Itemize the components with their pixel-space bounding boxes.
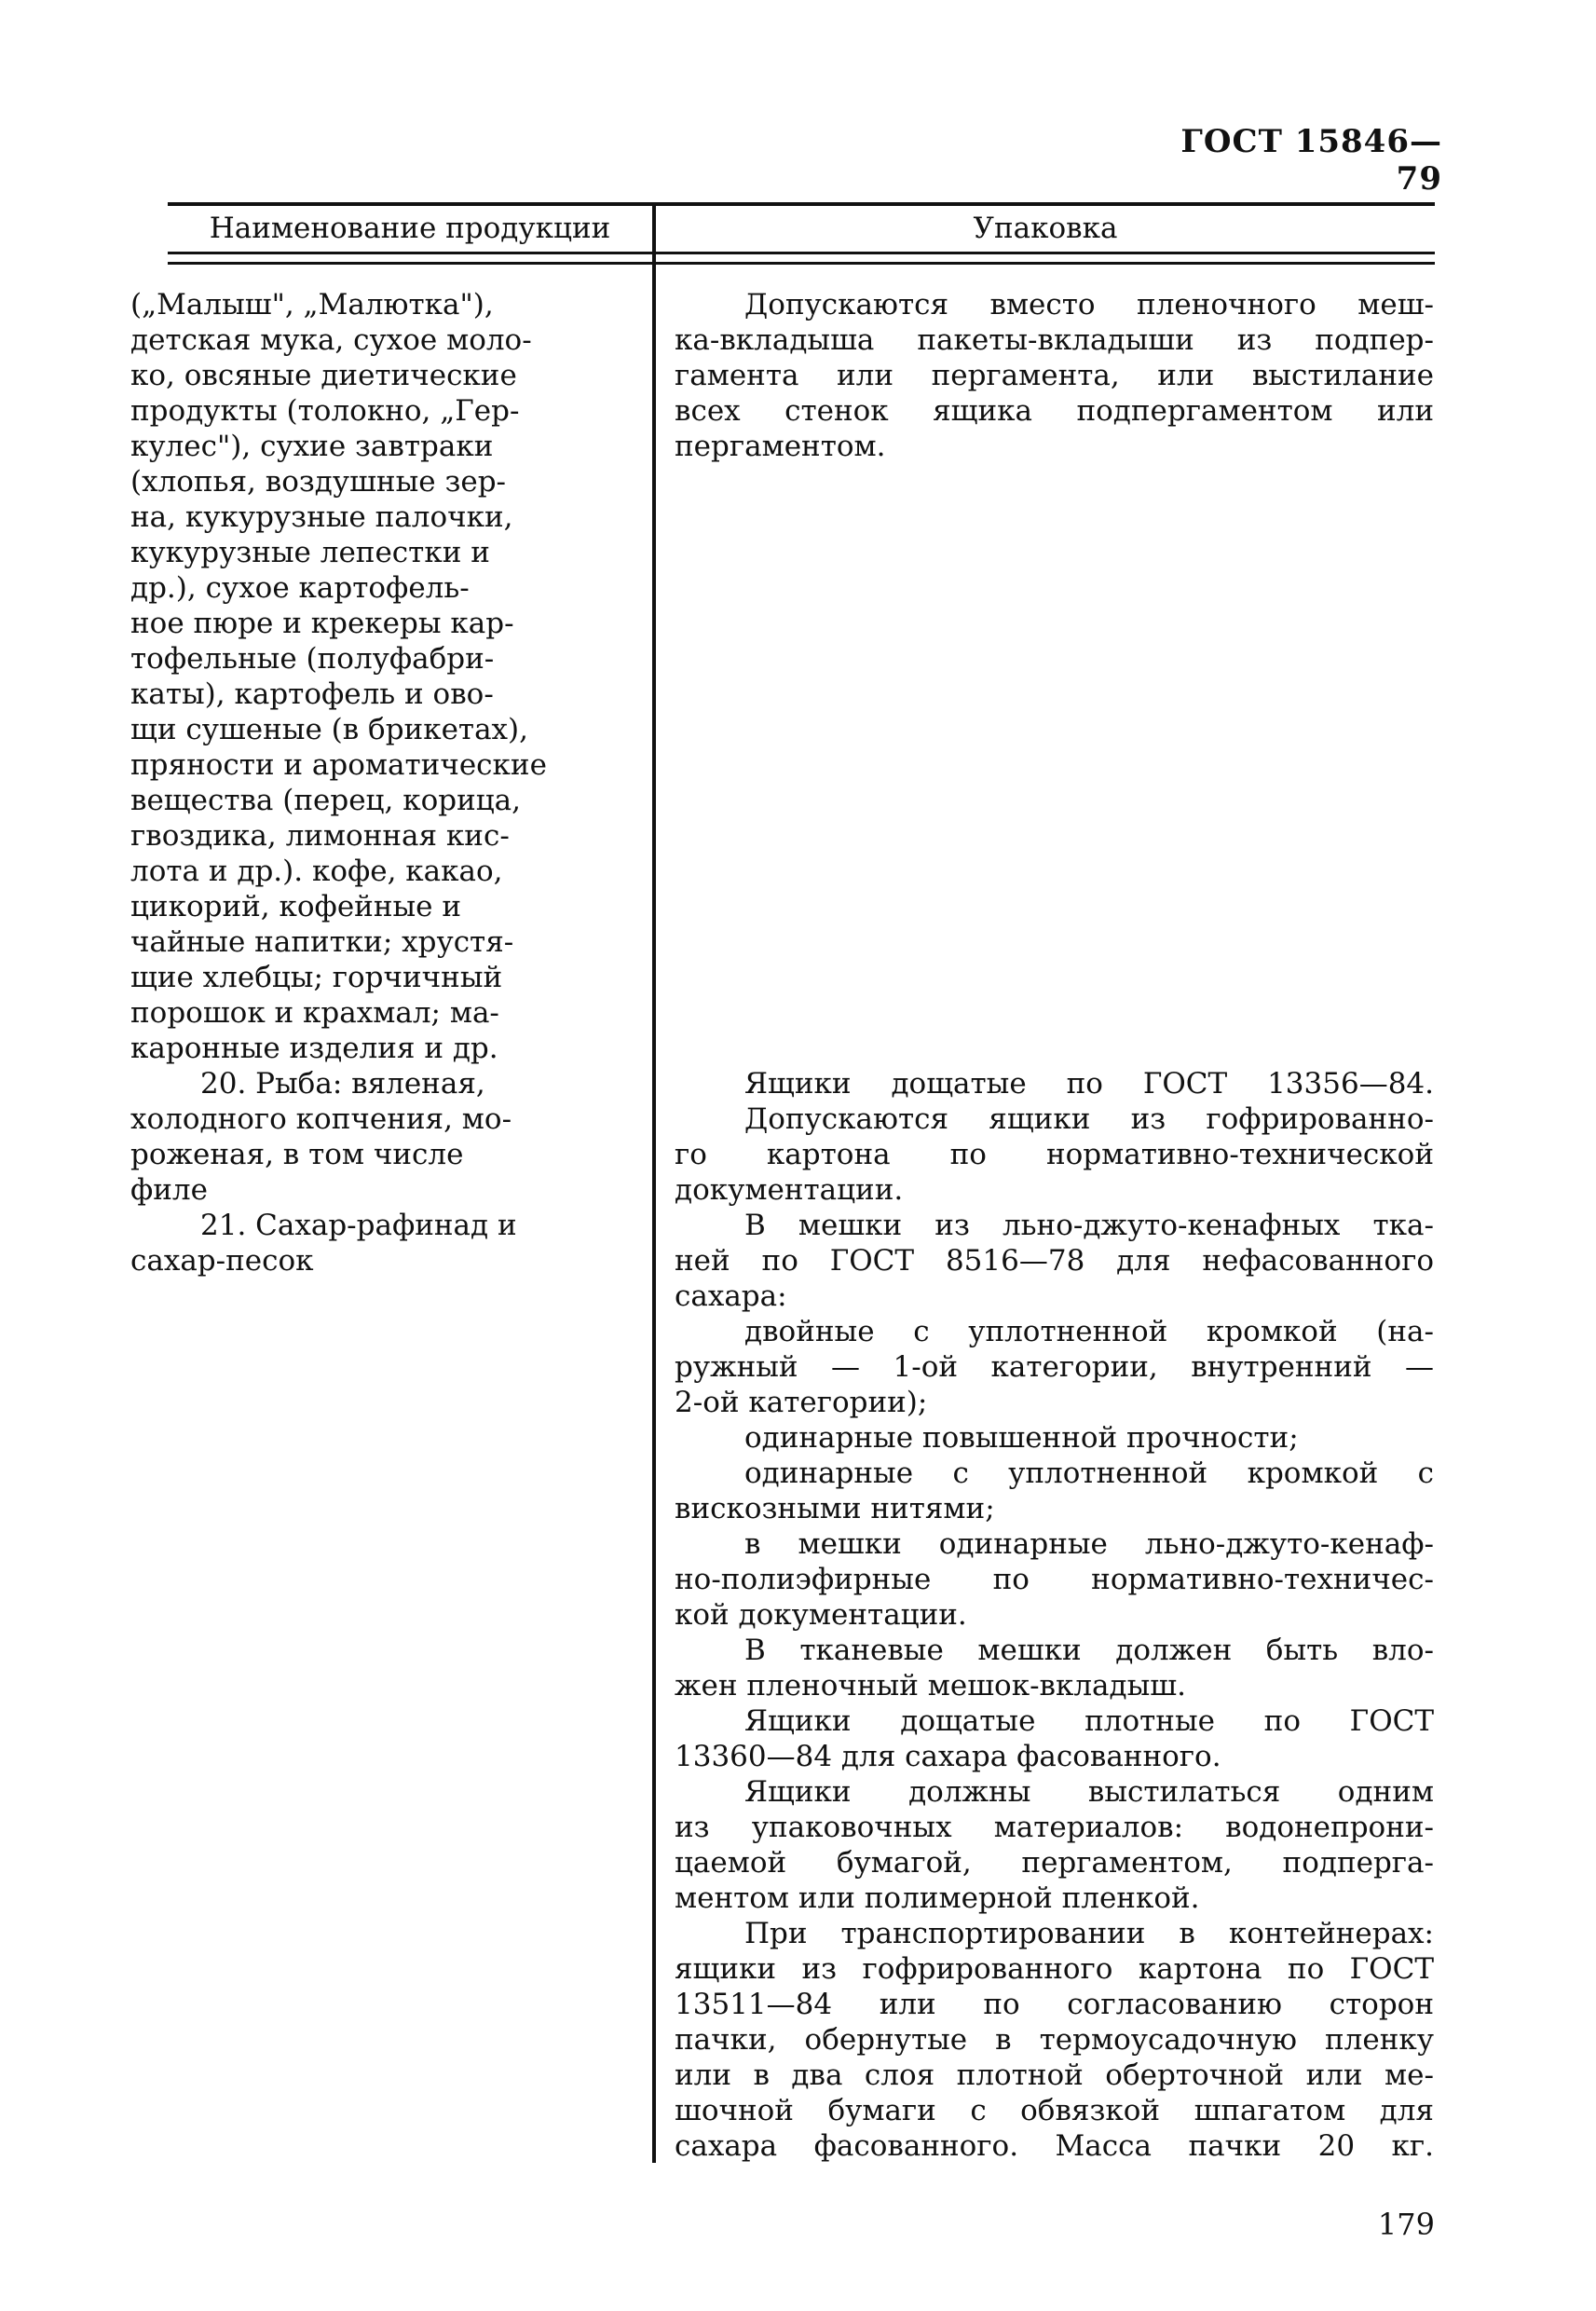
table-top-rule [168,202,1435,206]
text-line: Ящики дощатые по ГОСТ 13356—84. [744,1067,1434,1101]
page-number: 179 [1377,2207,1435,2242]
text-line: ней по ГОСТ 8516—78 для нефасованного [675,1244,1434,1278]
packaging-text-top [675,287,1434,464]
text-line: щи сушеные (в брикетах), [130,713,528,746]
text-line: гвоздика, лимонная кис- [130,819,510,853]
table-header-rule-2 [168,262,1435,265]
text-line: пряности и ароматические [130,748,547,782]
text-line: ружный — 1-ой категории, внутренний — [675,1350,1434,1384]
text-line: порошок и крахмал; ма- [130,996,499,1030]
document-code-header: ГОСТ 15846—79 [1180,123,1442,198]
text-line: гамента или пергамента, или выстилание [675,359,1434,392]
text-line: 13511—84 или по согласованию сторон [675,1988,1434,2021]
text-line: документации. [675,1173,904,1207]
text-line: роженая, в том числе [130,1138,464,1171]
text-line: из упаковочных материалов: водонепрони- [675,1811,1434,1844]
text-line: продукты (толокно, „Гер- [130,394,520,428]
text-line: 13360—84 для сахара фасованного. [675,1740,1221,1773]
text-line: тофельные (полуфабри- [130,642,495,676]
text-line: всех стенок ящика подпергаментом или [675,394,1434,428]
text-line: При транспортировании в контейнерах: [744,1917,1434,1950]
text-line: каты), картофель и ово- [130,677,494,711]
text-line: сахара: [675,1279,787,1313]
text-line: двойные с уплотненной кромкой (на- [744,1315,1434,1348]
text-line: ящики из гофрированного картона по ГОСТ [675,1952,1434,1986]
text-line: В тканевые мешки должен быть вло- [744,1634,1434,1667]
text-line: лота и др.). кофе, какао, [130,855,503,888]
text-line: чайные напитки; хрустя- [130,925,514,959]
text-line: др.), сухое картофель- [130,571,470,605]
text-line: в мешки одинарные льно-джуто-кенаф- [744,1527,1434,1561]
text-line: (хлопья, воздушные зер- [130,465,507,499]
text-line: („Малыш", „Малютка"), [130,288,494,321]
text-line: В мешки из льно-джуто-кенафных тка- [744,1209,1434,1242]
product-item-20 [130,1066,596,1208]
text-line: кукурузные лепестки и [130,536,490,569]
product-names-continued [130,287,596,1066]
text-line: вещества (перец, корица, [130,784,522,817]
text-line: холодного копчения, мо- [130,1102,512,1136]
text-line: ка-вкладыша пакеты-вкладыши из подпер- [675,323,1434,357]
text-line: цикорий, кофейные и [130,890,462,923]
table-column-divider [652,202,656,2163]
text-line: Ящики должны выстилаться одним [744,1775,1434,1809]
text-line: го картона по нормативно-технической [675,1138,1434,1171]
text-line: Ящики дощатые плотные по ГОСТ [744,1704,1434,1738]
text-line: филе [130,1173,208,1207]
product-item-21 [130,1208,596,1279]
text-line: ное пюре и крекеры кар- [130,607,514,640]
text-line: Допускаются ящики из гофрированно- [744,1102,1434,1136]
text-line: 20. Рыба: вяленая, [200,1067,485,1101]
column-header-product-name: Наименование продукции [209,212,611,245]
table-header-rule-1 [168,252,1435,254]
text-line: кой документации. [675,1598,967,1632]
text-line: кулес"), сухие завтраки [130,430,494,463]
text-line: щие хлебцы; горчичный [130,961,503,994]
text-line: Допускаются вместо пленочного меш- [744,288,1434,321]
text-line: сахара фасованного. Масса пачки 20 кг. [675,2129,1434,2163]
text-line: пачки, обернутые в термоусадочную пленку [675,2023,1434,2057]
text-line: сахар-песок [130,1244,314,1278]
text-line: ментом или полимерной пленкой. [675,1881,1200,1915]
text-line: 2-ой категории); [675,1386,928,1419]
text-line: на, кукурузные палочки, [130,500,513,534]
text-line: цаемой бумагой, пергаментом, подперга- [675,1846,1434,1880]
text-line: или в два слоя плотной оберточной или ме- [675,2058,1434,2092]
text-line: каронные изделия и др. [130,1032,498,1065]
text-line: одинарные повышенной прочности; [744,1421,1299,1455]
text-line: вискозными нитями; [675,1492,995,1525]
text-line: жен пленочный мешок-вкладыш. [675,1669,1186,1702]
text-line: шочной бумаги с обвязкой шпагатом для [675,2094,1434,2127]
text-line: пергаментом. [675,430,886,463]
packaging-text-items-20-21 [675,1066,1434,2164]
text-line: но-полиэфирные по нормативно-техничес- [675,1563,1434,1596]
text-line: 21. Сахар-рафинад и [200,1209,517,1242]
text-line: ко, овсяные диетические [130,359,517,392]
text-line: одинарные с уплотненной кромкой с [744,1456,1434,1490]
column-header-packaging: Упаковка [973,212,1118,245]
text-line: детская мука, сухое моло- [130,323,532,357]
